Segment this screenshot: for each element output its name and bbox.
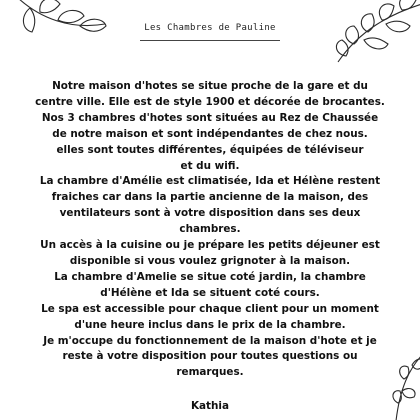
text-line: Je m'occupe du fonctionnement de la maison d'hote et je [43, 334, 377, 347]
text-line: centre ville. Elle est de style 1900 et décorée de brocantes. [35, 95, 385, 108]
text-line: Le spa est accessible pour chaque client pour un moment [41, 302, 379, 315]
brand-underline [140, 40, 280, 41]
text-line: de notre maison et sont indépendantes de chez nous. [52, 127, 368, 140]
leaf-branch-top-right-icon [290, 0, 420, 80]
text-line: fraiches car dans la partie ancienne de la maison, des [51, 191, 369, 204]
text-line: d'Hélène et Ida se situent coté cours. [100, 286, 320, 299]
text-line: La chambre d'Amélie est climatisée, Ida et Hélène restent [39, 175, 381, 188]
text-line: ventilateurs sont à votre disposition dans ses deux [59, 207, 361, 220]
description-text [28, 79, 392, 381]
text-line: disponible si vous voulez grignoter à la maison. [69, 254, 351, 267]
text-line: La chambre d'Amelie se situe coté jardin, la chambre [54, 270, 366, 283]
text-line: Notre maison d'hotes se situe proche de la gare et du [52, 80, 368, 92]
text-line: d'une heure inclus dans le prix de la chambre. [74, 318, 346, 331]
text-line: Nos 3 chambres d'hotes sont situées au Rez de Chaussée [41, 111, 379, 124]
text-line: et du wifi. [180, 159, 240, 172]
signature: Kathia [190, 400, 229, 412]
text-line: remarques. [176, 366, 244, 379]
leaf-branch-top-left-icon [0, 0, 130, 70]
text-line: reste à votre disposition pour toutes questions ou [62, 350, 358, 363]
text-line: Un accès à la cuisine ou je prépare les petits déjeuner est [40, 239, 380, 252]
text-line: elles sont toutes différentes, équipées de téléviseur [56, 143, 364, 156]
text-line: chambres. [179, 223, 241, 236]
brand-name: Les Chambres de Pauline [144, 23, 276, 33]
